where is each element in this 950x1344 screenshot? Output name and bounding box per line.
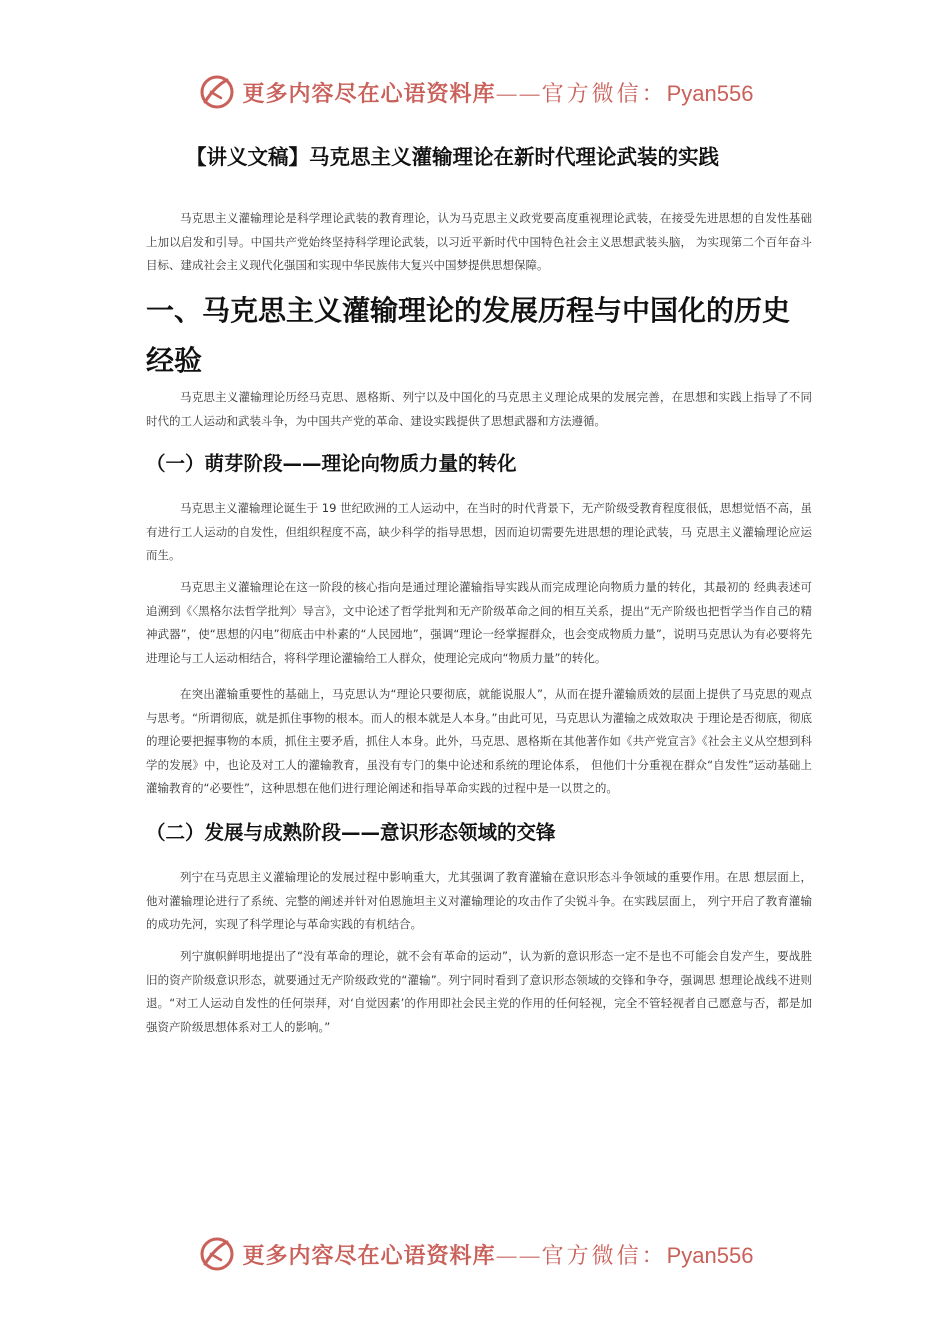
- banner-text: [243, 1239, 754, 1270]
- paragraph: 在突出灌输重要性的基础上，马克思认为“理论只要彻底，就能说服人”，从而在提升灌输质效的层面上提供了马克思的观点与思考。“所谓彻底，就是抓住事物的根本。而人的根本就是人本身。”由此可见，马克思认为灌输之成效取决 于理论是否彻底，彻底的理论要把握事物的本质，抓住主要矛盾，抓住人本身。此外，马克思、恩格斯在其他著作如《共产党宣言》《社会主义从空想到科学的发展》中，也论及对工人的灌输教育，虽没有专门的集中论述和系统的理论体系， 但他们十分重视在群众“自发性”运动基础上灌输教育的“必要性”，这种思想在他们进行理论阐述和指导革命实践的过程中是一以贯之的。: [146, 687, 812, 795]
- banner-main-text: 更多内容尽在心语资料库: [242, 1242, 496, 1269]
- banner-wechat-label: 官方微信：: [541, 81, 667, 107]
- logo-icon: [197, 72, 237, 112]
- header-watermark-banner: [0, 70, 950, 114]
- banner-dash: ——: [495, 1243, 542, 1269]
- banner-wechat-label: 官方微信：: [541, 1243, 667, 1269]
- paragraph: 马克思主义灌输理论在这一阶段的核心指向是通过理论灌输指导实践从而完成理论向物质力量的转化，其最初的 经典表述可追溯到《〈黑格尔法哲学批判〉导言》，文中论述了哲学批判和无产阶级革命之间的相互关系，提出“无产阶级也把哲学当作自己的精神武器”，使“思想的闪电”彻底击中朴素的“人民园地”，强调“理论一经掌握群众，也会变成物质力量”，说明马克思认为有必要将先进理论与工人运动相结合，将科学理论灌输给工人群众，使理论完成向“物质力量”的转化。: [146, 580, 812, 665]
- intro-paragraph: 马克思主义灌输理论是科学理论武装的教育理论，认为马克思主义政党要高度重视理论武装，在接受先进思想的自发性基础上加以启发和引导。中国共产党始终坚持科学理论武装，以习近平新时代中国特色社会主义思想武装头脑， 为实现第二个百年奋斗目标、建成社会主义现代化强国和实现中华民族伟大复兴中国梦提供思想保障。: [146, 211, 812, 272]
- banner-text: [243, 77, 754, 108]
- subsection-heading-1: （一）萌芽阶段——理论向物质力量的转化: [146, 452, 517, 475]
- section-intro-paragraph: 马克思主义灌输理论历经马克思、恩格斯、列宁以及中国化的马克思主义理论成果的发展完善，在思想和实践上指导了不同时代的工人运动和武装斗争，为中国共产党的革命、建设实践提供了思想武器和方法遵循。: [146, 390, 812, 428]
- paragraph: 列宁在马克思主义灌输理论的发展过程中影响重大，尤其强调了教育灌输在意识形态斗争领域的重要作用。在思 想层面上，他对灌输理论进行了系统、完整的阐述并针对伯恩施坦主义对灌输理论的攻击作了尖锐斗争。在实践层面上， 列宁开启了教育灌输的成功先河，实现了科学理论与革命实践的有机结合。: [146, 870, 812, 931]
- banner-wechat-id: Pyan556: [666, 80, 754, 106]
- paragraph: 马克思主义灌输理论诞生于 19 世纪欧洲的工人运动中，在当时的时代背景下，无产阶级受教育程度很低，思想觉悟不高，虽有进行工人运动的自发性，但组织程度不高，缺少科学的指导思想，因而迫切需要先进思想的理论武装，马 克思主义灌输理论应运而生。: [146, 501, 812, 562]
- section-heading: 一、马克思主义灌输理论的发展历程与中国化的历史经验: [146, 294, 791, 377]
- subsection-heading-2: （二）发展与成熟阶段——意识形态领域的交锋: [146, 821, 556, 844]
- banner-dash: ——: [495, 81, 542, 107]
- banner-wechat-id: Pyan556: [666, 1242, 754, 1268]
- paragraph: 列宁旗帜鲜明地提出了“没有革命的理论，就不会有革命的运动”，认为新的意识形态一定不是也不可能会自发产生，要战胜旧的资产阶级意识形态，就要通过无产阶级政党的“灌输”。列宁同时看到了意识形态领域的交锋和争夺，强调思 想理论战线不进则退。“对工人运动自发性的任何崇拜，对‘自觉因素’的作用即社会民主党的作用的任何轻视，完全不管轻视者自己愿意与否，都是加强资产阶级思想体系对工人的影响。”: [146, 949, 812, 1034]
- footer-watermark-banner: [0, 1232, 950, 1276]
- document-title: 【讲义文稿】马克思主义灌输理论在新时代理论武装的实践: [186, 145, 719, 169]
- logo-icon: [197, 1234, 237, 1274]
- banner-main-text: 更多内容尽在心语资料库: [242, 80, 496, 107]
